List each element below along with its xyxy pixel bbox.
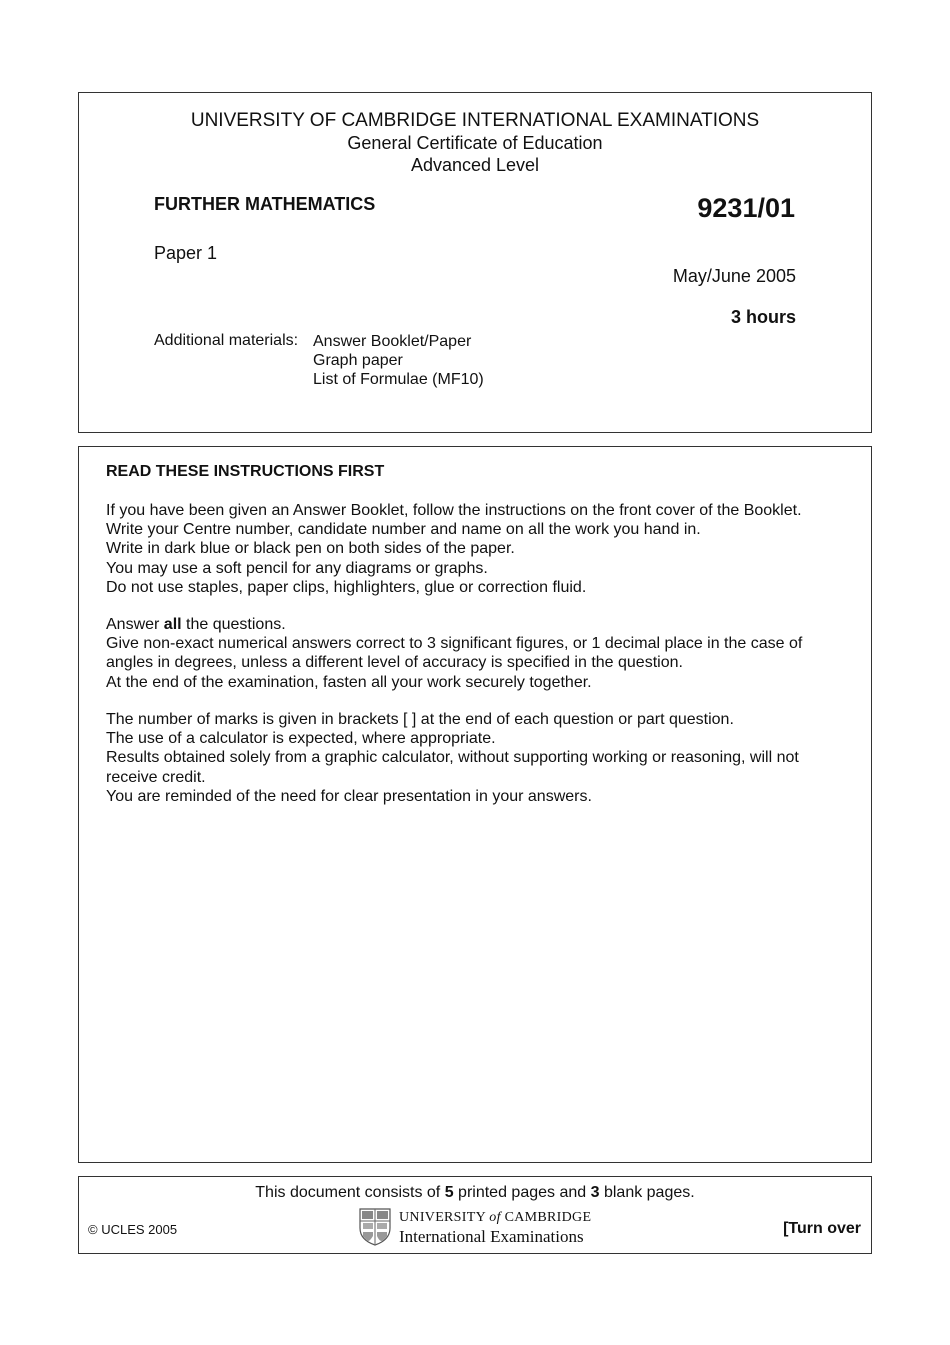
instruction-line: You may use a soft pencil for any diagrams or graphs. bbox=[106, 559, 488, 577]
logo-word: UNIVERSITY bbox=[399, 1210, 486, 1225]
turn-over-label: [Turn over bbox=[783, 1220, 861, 1237]
instruction-line: Write in dark blue or black pen on both sides of the paper. bbox=[106, 540, 515, 558]
instruction-line: If you have been given an Answer Booklet, follow the instructions on the front cover of the Booklet. bbox=[106, 502, 802, 519]
page-count-line bbox=[79, 1184, 871, 1202]
instruction-line bbox=[106, 615, 851, 634]
paper-code: 9231/01 bbox=[697, 193, 795, 223]
material-item: Answer Booklet/Paper bbox=[313, 333, 472, 350]
page-count-text: blank pages. bbox=[599, 1184, 695, 1201]
instruction-line: At the end of the examination, fasten all your work securely together. bbox=[106, 673, 592, 691]
qualification-title: General Certificate of Education bbox=[347, 133, 603, 153]
exam-session: May/June 2005 bbox=[672, 266, 796, 286]
instruction-line: Give non-exact numerical answers correct to 3 significant figures, or 1 decimal place in the case of angles in degrees, unless a different level of accuracy is specified in the question. bbox=[106, 635, 803, 672]
instructions-paragraph bbox=[106, 615, 851, 692]
exam-duration: 3 hours bbox=[730, 307, 796, 327]
footer-box bbox=[78, 1176, 872, 1254]
cambridge-logo bbox=[359, 1208, 599, 1248]
instruction-line: The number of marks is given in brackets [ ] at the end of each question or part question. bbox=[106, 711, 734, 728]
printed-page-count: 5 bbox=[444, 1184, 454, 1201]
materials-label: Additional materials: bbox=[154, 332, 299, 349]
instruction-line: Write your Centre number, candidate number and name on all the work you hand in. bbox=[106, 521, 701, 539]
material-item: Graph paper bbox=[313, 352, 403, 369]
logo-word: CAMBRIDGE bbox=[504, 1210, 592, 1225]
logo-wordmark bbox=[399, 1210, 591, 1226]
material-item: List of Formulae (MF10) bbox=[313, 371, 484, 388]
instructions-box bbox=[78, 446, 872, 1163]
instruction-line: Results obtained solely from a graphic calculator, without supporting working or reasoning, will not receive credit. bbox=[106, 749, 799, 786]
subject-title: FURTHER MATHEMATICS bbox=[154, 194, 376, 214]
instructions-paragraph bbox=[106, 501, 851, 597]
university-crest-icon bbox=[359, 1208, 391, 1246]
instructions-heading: READ THESE INSTRUCTIONS FIRST bbox=[106, 463, 385, 480]
logo-word: of bbox=[489, 1210, 501, 1225]
logo-subtitle: International Examinations bbox=[399, 1227, 584, 1246]
instruction-line: The use of a calculator is expected, where appropriate. bbox=[106, 730, 496, 748]
copyright-notice: © UCLES 2005 bbox=[88, 1222, 178, 1237]
instruction-line: Do not use staples, paper clips, highlighters, glue or correction fluid. bbox=[106, 578, 587, 596]
exam-board-title: UNIVERSITY OF CAMBRIDGE INTERNATIONAL EXAMINATIONS bbox=[190, 110, 760, 131]
answer-emphasis: all bbox=[163, 616, 182, 633]
instructions-paragraph bbox=[106, 710, 851, 806]
cover-header-box bbox=[78, 92, 872, 433]
page-count-text: This document consists of bbox=[255, 1184, 445, 1201]
level-title: Advanced Level bbox=[410, 155, 540, 175]
instruction-line: You are reminded of the need for clear presentation in your answers. bbox=[106, 787, 592, 805]
paper-name: Paper 1 bbox=[154, 243, 218, 263]
page-count-text: printed pages and bbox=[453, 1184, 591, 1201]
answer-prefix: Answer bbox=[106, 616, 164, 633]
answer-suffix: the questions. bbox=[181, 616, 286, 633]
blank-page-count: 3 bbox=[590, 1184, 600, 1201]
materials-list bbox=[313, 332, 484, 389]
